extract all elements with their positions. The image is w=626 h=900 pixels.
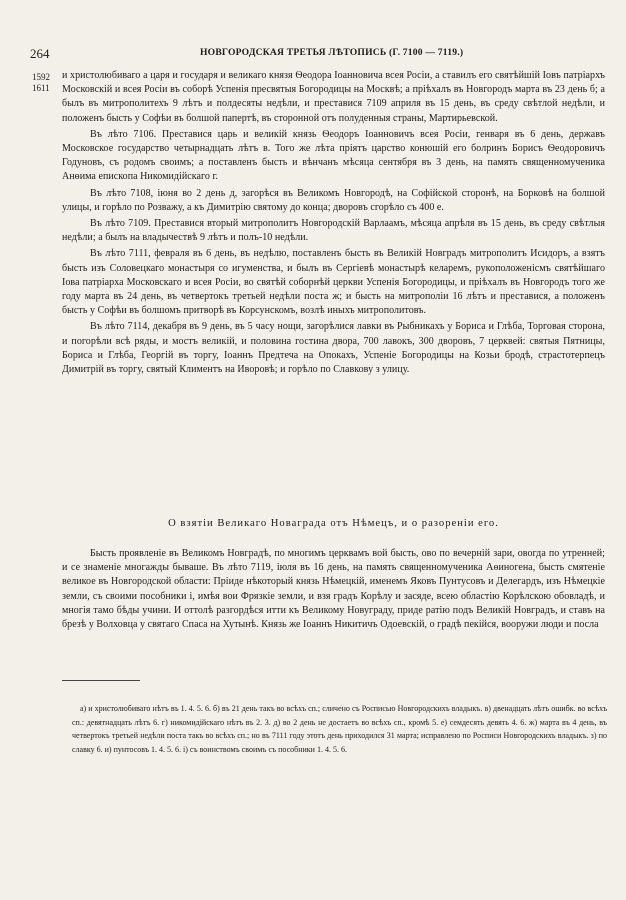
paragraph: Въ лѣто 7111, февраля въ 6 день, въ недѣлю, поставленъ бысть въ Великій Новградъ митрополитъ Исидоръ, а взятъ бысть изъ Соловецкаго монастыря со игуменства, и былъ въ Сергіевѣ монастырѣ келаремъ, рукоположенісмъ святѣйшаго Іова патріарха Московскаго и всея Росіи, во святѣй соборнѣй церкви Успенія Богородицы, и пріѣхалъ въ Новгородъ того же году марта въ 24 день, въ четвертокъ третьей недѣли поста ж; и бысть на митрополіи 16 лѣтъ и преставися, а положенъ бысть у Софѣи въ болшомъ притворѣ въ Корсунскомъ, возлѣ иныхъ митрополитовъ. — [62, 248, 605, 317]
paragraph: Въ лѣто 7108, іюня во 2 день д, загорѣся въ Великомъ Новгородѣ, на Софійской сторонѣ, на Борковѣ на болшой улицы, и горѣло по Розважу, а къ Димитрію святому до конца; дворовъ сгорѣло съ 400 е. — [62, 187, 605, 213]
paragraph: Въ лѣто 7114, декабря въ 9 день, въ 5 часу нощи, загорѣлися лавки въ Рыбникахъ у Бориса и Глѣба, Торговая сторона, и погорѣли всѣ ряды, и мостъ великій, и половина гостина двора, 700 лавокъ, 300 дворовъ, 7 церквей: святыя Пятницы, Бориса и Глѣба, Георгій въ торгу, Іоаннъ Предтеча на Опокахъ, Успеніе Богородицы на Козьи бродѣ, страстотерпецъ Димитрій въ торгу, святый Климентъ на Иворовѣ; и горѣло по Славкову з улицу. — [62, 321, 605, 376]
paragraph: Въ лѣто 7106. Преставися царь и великій князь Ѳеодоръ Іоанновичъ всея Росіи, генваря въ 6 день, державъ Московское государство четырнадцать лѣтъ в. Того же лѣта пріятъ царство конюшій его болринъ Борисъ Ѳеодоровичъ Годуновъ, съ родомъ своимъ; а поставленъ бысть и вѣнчанъ мѣсяца сентября въ 3 день, на память священномученика Анѳима епископа Никомидійскаго г. — [62, 128, 605, 183]
margin-year-start: 1592 — [32, 72, 50, 82]
paragraph: и христолюбиваго а царя и государя и великаго князя Ѳеодора Іоанновича всея Росіи, а ставилъ его святѣйшій Іовъ патріархъ Московскій и всея Росіи въ соборѣ Успенія пресвятыя Богородицы на Москвѣ; а пріѣхалъ въ Новгородъ марта въ 23 день б; а былъ въ митрополитехъ 9 лѣтъ и полдесяты недѣли, и преставися 7109 априля въ 15 день, въ среду свѣтлой недѣли, и положенъ бысть у Софѣи въ болшой папертѣ, въ сторонной отъ полуденныя страны, Мартирьевской. — [62, 70, 605, 124]
section-title: О взятіи Великаго Новаграда отъ Нѣмецъ, и о разореніи его. — [168, 518, 499, 529]
page-header — [30, 46, 600, 62]
footnote-text: а) и христолюбиваго нѣтъ въ 1. 4. 5. 6. б) въ 21 день такъ во всѣхъ сп.; сличено съ Росписью Новгородскихъ владыкъ. в) двенадцать лѣтъ ошибк. во всѣхъ сп.: девятнадцать лѣтъ 6. г) никомидійскаго нѣтъ въ 2. 3. д) во 2 день не достаетъ во всѣхъ сп., кромѣ 5. е) семдесять девять 4. 6. ж) марта въ 4 день, въ четвертокъ третьей недѣли поста такъ во всѣхъ сп.; но въ 7111 году этотъ день приходился 31 марта; исправлено по Росписи Новгородскихъ владыкъ. з) по славку 6. и) пунтосовъ 1. 4. 5. 6. і) съ воинствомъ своимъ съ пособники 1. 4. 5. 6. — [72, 704, 607, 754]
chronicle-text — [62, 69, 605, 377]
section-text — [62, 547, 605, 632]
paragraph: Въ лѣто 7109. Преставися вторый митрополитъ Новгородскій Варлаамъ, мѣсяца апрѣля въ 15 день, въ среду свѣтлыя недѣли; а былъ на владычествѣ 9 лѣтъ и полъ-10 недѣли. — [62, 218, 605, 244]
footnotes — [72, 702, 607, 756]
margin-year-end: 1611 — [32, 83, 50, 93]
footnote-divider — [62, 680, 140, 681]
paragraph: Бысть проявленіе въ Великомъ Новградѣ, по многимъ церквамъ вой бысть, ово по вечерній зари, овогда по утренней; и се знаменіе многажды бываше. Въ лѣто 7119, іюля въ 16 день, на память священномученика Аѳиногена, бысть смятеніе великое въ Новгородской области: Прiиде нѣкоторый князь Нѣмецкій, именемъ Яковъ Пунтусовъ и Делегардъ, изъ Нѣмецкіе земли, съ своими пособники і, имѣя вои Фрязкіе земли, и взя градъ Корѣлу и засяде, всею областію Корѣлскою обовладѣ, и многія тамо бѣды учини. И оттолѣ разгордѣся итти къ Великому Новуграду, приде ратію подъ Великій Новградъ, и ставъ на брезѣ у Волховца у святаго Спаса на Хутынѣ. Князь же Іоаннъ Никитичъ Одоевскій, о градѣ пекійся, вооружи люди и посла — [62, 548, 605, 631]
margin-years — [32, 72, 50, 94]
running-head: НОВГОРОДСКАЯ ТРЕТЬЯ ЛѢТОПИСЬ (Г. 7100 — 7119.) — [200, 47, 464, 58]
page-number: 264 — [30, 46, 50, 61]
